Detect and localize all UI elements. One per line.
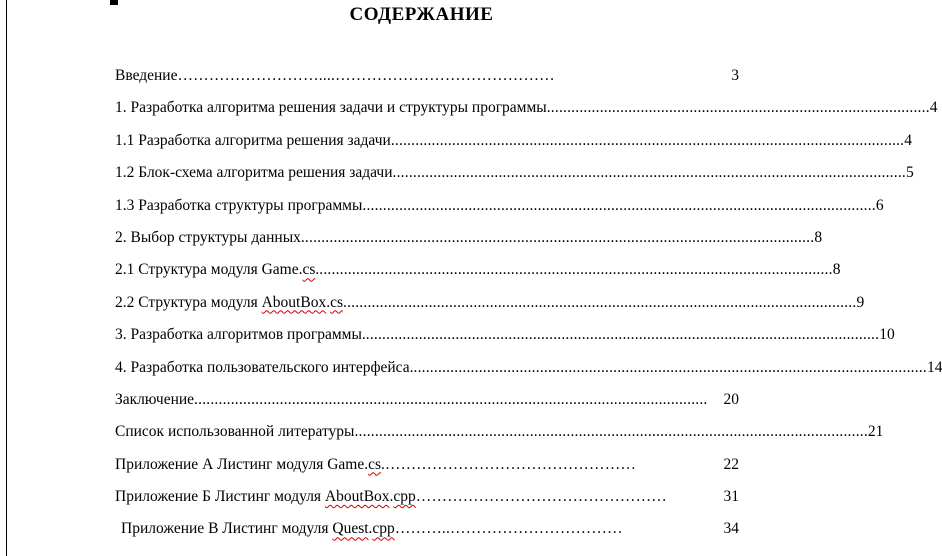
toc-entry-references [115, 416, 884, 448]
toc-label-text: 2.2 Структура модуля [115, 293, 262, 311]
toc-entry-label: 1.1 Разработка алгоритма решения задачи [115, 131, 391, 149]
toc-page-number: 6 [875, 196, 884, 214]
toc-page-number: 5 [905, 164, 914, 182]
toc-label-text: . [381, 455, 385, 473]
toc-dot-leader: .............................................................................................................................. [300, 228, 815, 246]
toc-label-text: Приложение А Листинг модуля Game [115, 455, 365, 473]
toc-dot-leader: .............................................................................................................................. [194, 390, 708, 408]
toc-page-number: 10 [879, 326, 895, 344]
spellcheck-flagged-word: cs [330, 293, 343, 311]
toc-dot-leader: ………………………....…………………………………… [177, 67, 555, 84]
toc-dot-leader: .............................................................................................................................. [365, 326, 880, 344]
spellcheck-flagged-word: cpp [393, 488, 416, 506]
spellcheck-flagged-word: AboutBox [261, 293, 327, 311]
toc-page-number: 8 [832, 261, 841, 279]
toc-entry-label: 3. Разработка алгоритмов программы. [115, 326, 366, 344]
toc-entry-appendix-v [115, 513, 739, 545]
toc-entry-label [115, 254, 319, 286]
toc-label-text: . [298, 261, 303, 279]
toc-entry-section-4 [115, 352, 942, 384]
toc-page-number: 22 [723, 455, 739, 473]
toc-label-text: Приложение В Листинг модуля [121, 520, 333, 538]
toc-entry-label: 1.3 Разработка структуры программы [115, 196, 363, 214]
toc-entry-label [115, 449, 385, 481]
toc-entry-label: Заключение [115, 390, 195, 408]
toc-page-number: 14 [926, 358, 942, 376]
table-of-contents [115, 60, 942, 546]
toc-entry-label: 4. Разработка пользовательского интерфейса. [115, 358, 414, 376]
toc-page-number: 20 [723, 390, 739, 408]
toc-label-text: . [389, 488, 394, 506]
toc-entry-section-1-1 [115, 125, 912, 157]
toc-page-number: 34 [723, 520, 739, 538]
toc-entry-appendix-b [115, 481, 739, 513]
toc-entry-section-2-1 [115, 254, 841, 286]
toc-entry-introduction [115, 60, 739, 92]
toc-page-number: 3 [731, 67, 739, 84]
toc-entry-label: 1. Разработка алгоритма решения задачи и структуры программы [115, 99, 547, 117]
toc-dot-leader: .............................................................................................................................. [390, 131, 905, 149]
toc-page-number: 4 [929, 99, 938, 117]
toc-entry-section-2 [115, 222, 823, 254]
toc-dot-leader: .............................................................................................. [546, 99, 930, 117]
toc-entry-label: 1.2 Блок-схема алгоритма решения задачи [115, 164, 393, 182]
toc-entry-label [121, 513, 395, 545]
toc-page-number: 4 [904, 131, 912, 149]
toc-entry-appendix-a [115, 449, 739, 481]
toc-label-text: . [326, 293, 331, 311]
toc-label-text: Приложение Б Листинг модуля [115, 488, 325, 506]
spellcheck-flagged-word: cpp [372, 520, 395, 538]
toc-dot-leader: .............................................................................................................................. [343, 293, 857, 311]
toc-page-number: 8 [814, 228, 823, 246]
toc-label-text: . [368, 520, 373, 538]
toc-entry-conclusion [115, 384, 739, 416]
spellcheck-flagged-word: Quest [332, 520, 369, 538]
toc-entry-label: 2. Выбор структуры данных [115, 228, 301, 246]
toc-dot-leader: ………..…………………………… [394, 520, 623, 538]
toc-dot-leader: .............................................................................................................................. [362, 196, 876, 214]
toc-page-number: 31 [723, 488, 739, 506]
toc-dot-leader: .............................................................................................................................. [413, 358, 927, 376]
toc-entry-section-1-3 [115, 190, 884, 222]
toc-label-text: 2.1 Структура модуля Game [115, 261, 299, 279]
page-title: СОДЕРЖАНИЕ [349, 4, 494, 25]
toc-entry-section-2-2 [115, 287, 865, 319]
toc-dot-leader: .............................................................................................................................. [392, 164, 906, 182]
toc-entry-section-3 [115, 319, 895, 351]
toc-dot-leader: ………………………………………… [384, 455, 637, 473]
toc-dot-leader: .............................................................................................................................. [354, 423, 868, 441]
toc-entry-section-1 [115, 92, 938, 124]
left-border-line [6, 0, 7, 556]
toc-entry-label: Список использованной литературы [115, 423, 355, 441]
toc-dot-leader: ………………………………………… [415, 488, 667, 506]
toc-label-text: . [364, 455, 369, 473]
spellcheck-flagged-word: cs [368, 455, 382, 473]
spellcheck-flagged-word: cs [302, 261, 316, 279]
spellcheck-flagged-word: AboutBox [324, 488, 390, 506]
toc-page-number: 9 [856, 293, 865, 311]
toc-entry-label [115, 287, 343, 319]
toc-dot-leader: .............................................................................................................................. [319, 261, 833, 279]
toc-entry-label [115, 481, 416, 513]
toc-entry-label: Введение [115, 67, 178, 84]
toc-entry-section-1-2 [115, 157, 914, 189]
toc-page-number: 21 [867, 423, 884, 441]
toc-label-text: . [315, 261, 320, 279]
